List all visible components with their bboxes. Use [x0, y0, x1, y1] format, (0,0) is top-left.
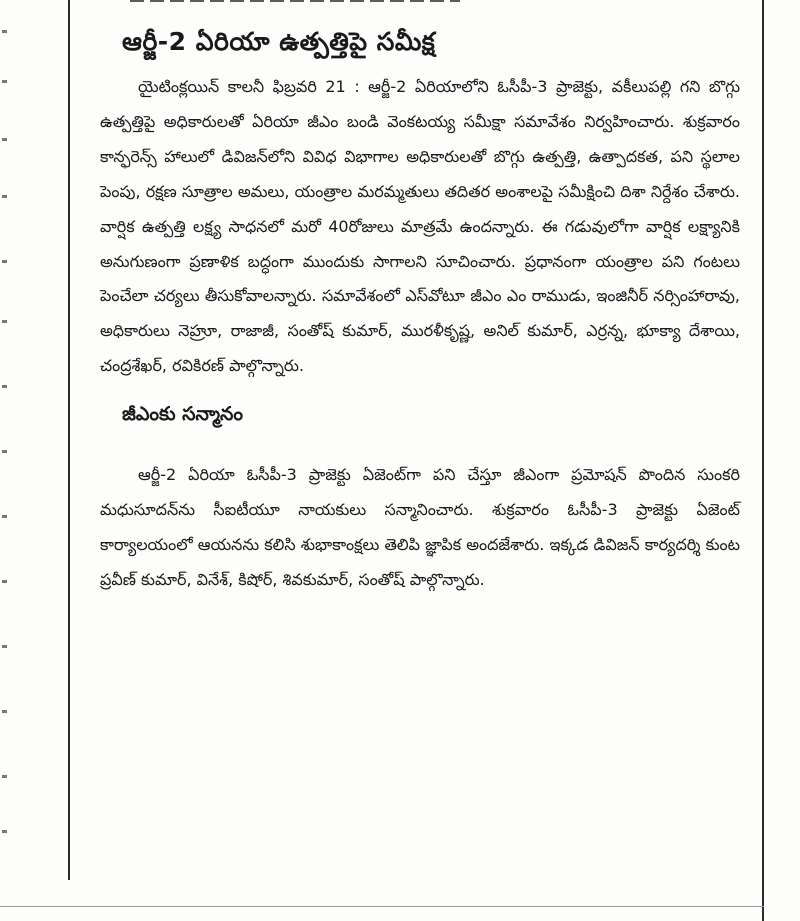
news-article	[100, 20, 740, 598]
left-column-rule	[68, 0, 70, 880]
left-edge-residue	[2, 20, 12, 840]
bottom-rule	[0, 906, 764, 907]
cut-off-previous-line	[130, 0, 460, 6]
article-subheading: జీఎంకు సన్మానం	[122, 403, 244, 426]
article-headline: ఆర్జీ-2 ఏరియా ఉత్పత్తిపై సమీక్ష	[122, 27, 436, 56]
right-column-rule	[762, 0, 764, 921]
article-paragraph-1: యైటింక్లయిన్ కాలనీ ఫిబ్రవరి 21 : ఆర్జీ-2 ఏరియాలోని ఓసీపీ-3 ప్రాజెక్టు, వకీలుపల్లి గని బొగ్గు ఉత్పత్తిపై అధికారులతో ఏరియా జీఎం బండి వెంకటయ్య సమీక్షా సమావేశం నిర్వహించారు. శుక్రవారం కాన్ఫరెన్స్ హాలులో డివిజన్‌లోని వివిధ విభాగాల అధికారులతో బొగ్గు ఉత్పత్తి, ఉత్పాదకత, పని స్థలాల పెంపు, రక్షణ సూత్రాల అమలు, యంత్రాల మరమ్మతులు తదితర అంశాలపై సమీక్షించి దిశా నిర్దేశం చేశారు. వార్షిక ఉత్పత్తి లక్ష్య సాధనలో మరో 40రోజులు మాత్రమే ఉందన్నారు. ఈ గడువులోగా వార్షిక లక్ష్యానికి అనుగుణంగా ప్రణాళిక బద్ధంగా ముందుకు సాగాలని సూచించారు. ప్రధానంగా యంత్రాల పని గంటలు పెంచేలా చర్యలు తీసుకోవాలన్నారు. సమావేశంలో ఎస్‌వోటూ జీఎం ఎం రాముడు, ఇంజినీర్ నర్సింహారావు, అధికారులు నెహ్రూ, రాజాజీ, సంతోష్ కుమార్, మురళీకృష్ణ, అనిల్ కుమార్, ఎర్రన్న, భూక్యా దేశాయి, చంద్రశేఖర్, రవికిరణ్ పాల్గొన్నారు.	[100, 77, 740, 376]
article-paragraph-2: ఆర్జీ-2 ఏరియా ఓసీపీ-3 ప్రాజెక్టు ఏజెంట్‌గా పని చేస్తూ జీఎంగా ప్రమోషన్ పొందిన సుంకరి మధుసూదన్‌ను సీఐటీయూ నాయకులు సన్మానించారు. శుక్రవారం ఓసీపీ-3 ప్రాజెక్టు ఏజెంట్ కార్యాలయంలో ఆయనను కలిసి శుభాకాంక్షలు తెలిపి జ్ఞాపిక అందజేశారు. ఇక్కడ డివిజన్ కార్యదర్శి కుంట ప్రవీణ్ కుమార్, వినేశ్, కిషోర్, శివకుమార్, సంతోష్ పాల్గొన్నారు.	[100, 465, 740, 589]
